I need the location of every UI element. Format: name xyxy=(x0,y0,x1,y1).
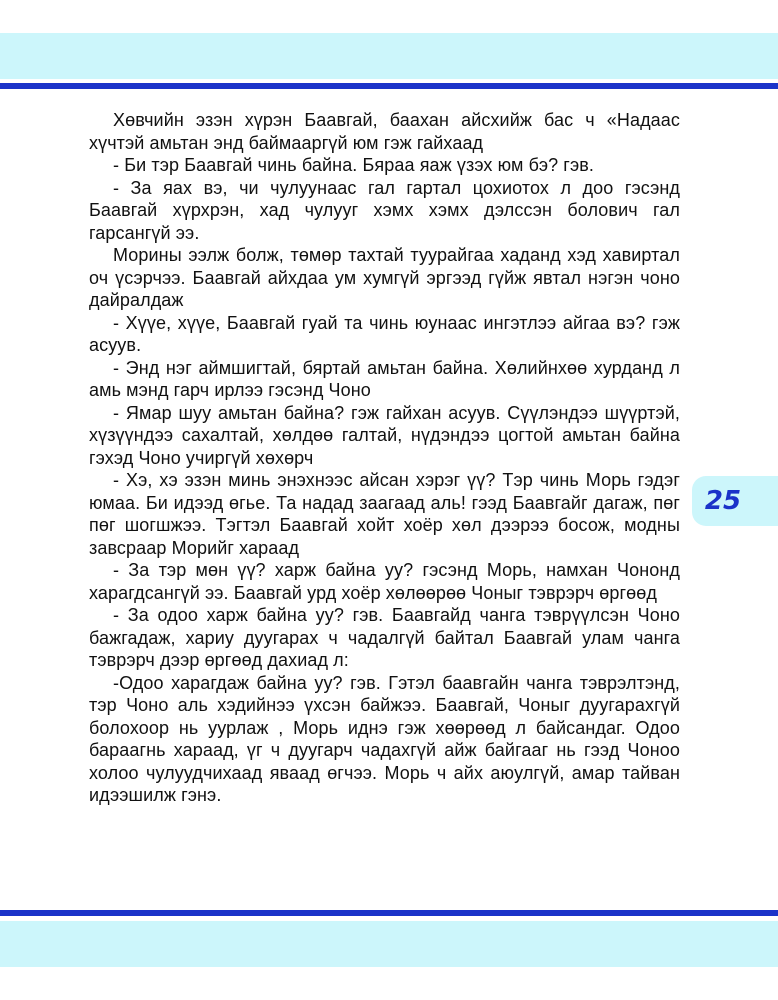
header-rule xyxy=(0,83,778,89)
story-paragraph: Хөвчийн эзэн хүрэн Баавгай, баахан айсхийж бас ч «Надаас хүчтэй амьтан энд баймааргүй юм гэж гайхаад xyxy=(89,110,680,153)
story-paragraph: - Хүүе, хүүе, Баавгай гуай та чинь юунаас ингэтлээ айгаа вэ? гэж асуув. xyxy=(89,312,680,355)
story-paragraph: Морины ээлж болж, төмөр тахтай туурайгаа хаданд хэд хавиртал оч үсэрчээ. Баавгай айхдаа ум хумгүй эргээд гүйж явтал нэгэн чоно дайралдаж xyxy=(89,245,680,310)
story-paragraph: - Энд нэг аймшигтай, бяртай амьтан байна. Хөлийнхөө хурданд л амь мэнд гарч ирлээ гэсэнд Чоно xyxy=(89,357,680,400)
footer-band xyxy=(0,921,778,967)
header-band xyxy=(0,33,778,79)
story-paragraph: - За яах вэ, чи чулуунаас гал гартал цохиотох л доо гэсэнд Баавгай хүрхрэн, хад чулууг хэмх хэмх дэлссэн болович гал гарсангүй ээ. xyxy=(89,177,680,243)
story-paragraph: - За тэр мөн үү? харж байна уу? гэсэнд Морь, намхан Чононд харагдсангүй ээ. Баавгай урд хоёр хөлөөрөө Чоныг тэврэрч өргөөд xyxy=(89,560,680,603)
story-paragraph: - Хэ, хэ эзэн минь энэхнээс айсан хэрэг үү? Тэр чинь Морь гэдэг юмаа. Би идээд өгье. Та надад заагаад аль! гээд Баавгайг дагаж, пөг пөг шогшжээ. Тэгтэл Баавгай хойт хоёр хөл дээрээ босож, модны завсраар Морийг хараад xyxy=(89,470,680,558)
story-paragraph: -Одоо харагдаж байна уу? гэв. Гэтэл баавгайн чанга тэврэлтэнд, тэр Чоно аль хэдийнээ үхсэн байжээ. Баавгай, Чоныг дуугарахгүй болохоор нь уурлаж , Морь иднэ гэж хөөрөөд л байсандаг. Одоо бараагнь хараад, үг ч дуугарч чадахгүй айж байгааг нь гээд Чоноо холоо чулуудчихаад яваад өгчээ. Морь ч айх аюулгүй, амар тайван идээшилж гэнэ. xyxy=(89,672,680,805)
footer-rule xyxy=(0,910,778,916)
page-number: 25 xyxy=(704,486,742,516)
story-paragraph: - Би тэр Баавгай чинь байна. Бяраа яаж үзэх юм бэ? гэв. xyxy=(113,155,595,175)
story-paragraph: - За одоо харж байна уу? гэв. Баавгайд чанга тэврүүлсэн Чоно бажгадаж, хариу дуугарах ч чадалгүй байтал Баавгай улам чанга тэврэрч дээр өргөөд дахиад л: xyxy=(89,605,680,670)
story-paragraph: - Ямар шуу амьтан байна? гэж гайхан асуув. Сүүлэндээ шүүртэй, хүзүүндээ сахалтай, хөлдөө галтай, нүдэндээ цогтой амьтан байна гэхэд Чоно учиргүй хөхөрч xyxy=(89,402,680,468)
story-text xyxy=(89,109,680,807)
